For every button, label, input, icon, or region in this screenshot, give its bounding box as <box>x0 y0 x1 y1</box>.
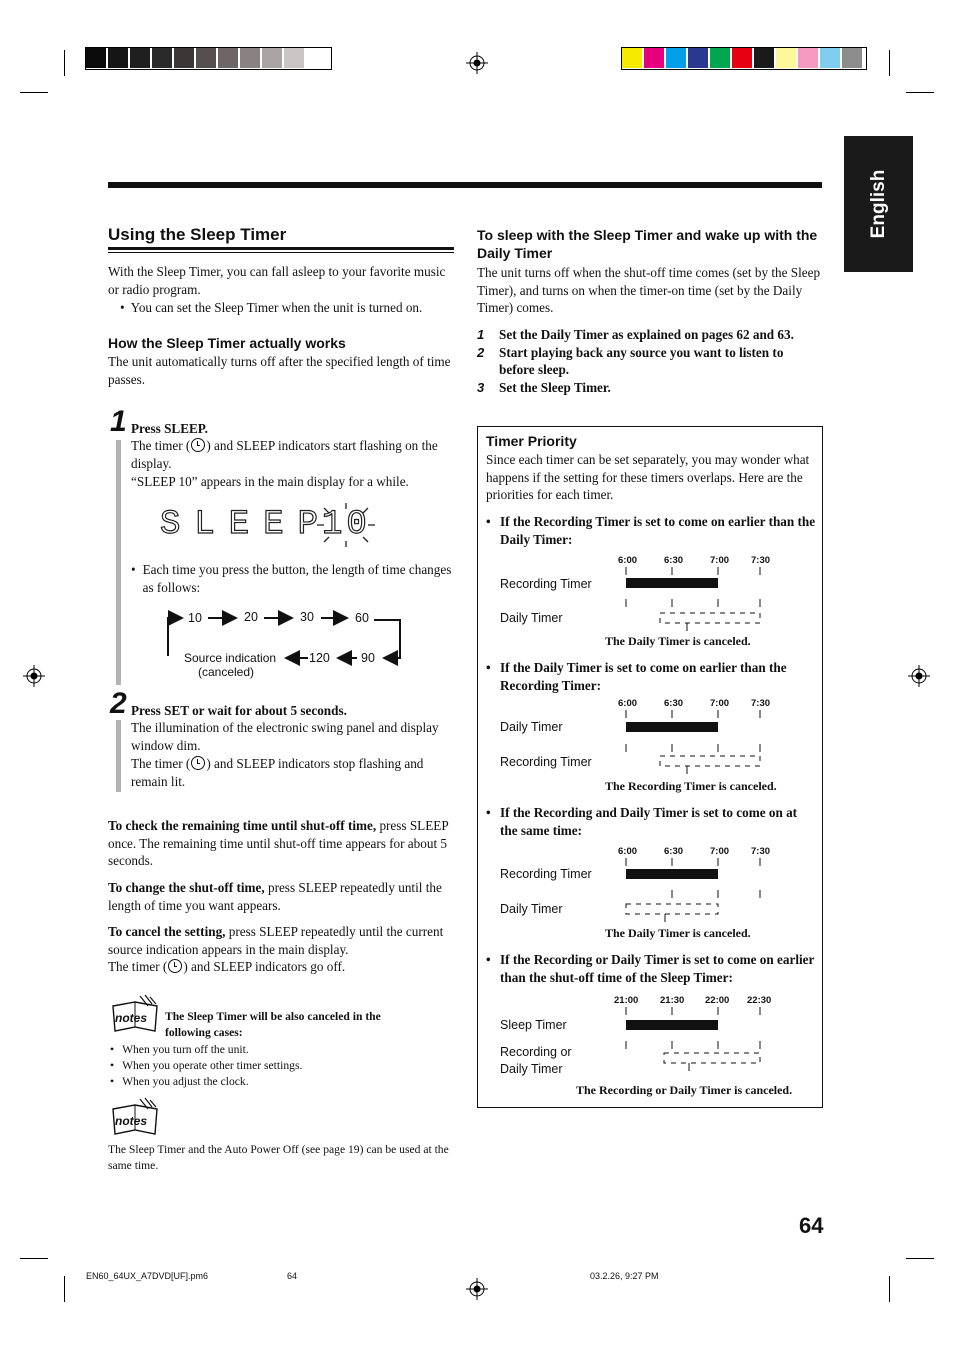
step1-text <box>131 437 454 472</box>
tick-label: 21:00 <box>614 995 639 1006</box>
list-item-text: When you adjust the clock. <box>122 1075 249 1088</box>
step1-text-b: ) and SLEEP indicators start flashing on the display. <box>131 438 438 471</box>
crop-mark <box>64 50 65 76</box>
step-number: 1 <box>110 405 127 438</box>
language-tab-label: English <box>867 169 889 239</box>
tick-label: 7:30 <box>751 698 771 709</box>
check-rest: press SLEEP once. The remaining time until shut-off time appears for about 5 seconds. <box>108 818 449 869</box>
intro-bullet-text: You can set the Sleep Timer when the unit is turned on. <box>130 300 423 315</box>
step-sidebar <box>116 720 121 792</box>
list-item <box>477 344 822 379</box>
check-paragraph <box>108 817 454 870</box>
timer-timeline-diagram <box>620 567 770 632</box>
display-sleep-word: SLEEP <box>160 506 333 544</box>
tick-label: 22:30 <box>747 995 772 1006</box>
how-text: The unit automatically turns off after the specified length of time passes. <box>108 354 451 387</box>
case-caption: The Daily Timer is canceled. <box>605 634 751 648</box>
display-sleep-number: 10 <box>322 506 371 544</box>
seq-60: 60 <box>355 611 369 625</box>
step1-display-note: “SLEEP 10” appears in the main display for a while. <box>131 474 409 489</box>
list-item: • When you adjust the clock. <box>110 1075 249 1088</box>
right-title: To sleep with the Sleep Timer and wake up with the Daily Timer <box>477 227 818 261</box>
cancel-paragraph <box>108 923 454 958</box>
footer-file: EN60_64UX_A7DVD[UF].pm6 <box>86 1271 209 1281</box>
right-text: The unit turns off when the shut-off time comes (set by the Sleep Timer), and turns on when the timer-on time (set by the Daily Timer) comes. <box>477 265 821 316</box>
subsection-title: How the Sleep Timer actually works <box>108 335 346 351</box>
crop-mark <box>906 92 934 93</box>
step-number: 1 <box>477 327 485 342</box>
tick-label: 6:00 <box>618 698 638 709</box>
notes2-text: The Sleep Timer and the Auto Power Off (see page 19) can be used at the same time. <box>108 1143 449 1172</box>
tick-label: 6:30 <box>664 846 684 857</box>
language-tab <box>844 136 913 272</box>
notes-label: notes <box>115 1011 148 1025</box>
footer-date: 03.2.26, 9:27 PM <box>590 1271 659 1281</box>
step-text: Set the Daily Timer as explained on pages 62 and 63. <box>499 327 794 342</box>
step2-text2 <box>131 755 456 790</box>
registration-mark-icon <box>908 665 930 687</box>
timer-timeline-diagram <box>620 1007 770 1079</box>
tick-label: 6:00 <box>618 555 638 566</box>
tick-label: 21:30 <box>660 995 685 1006</box>
step-sidebar <box>116 440 121 685</box>
timer-timeline-diagram <box>620 710 770 775</box>
step-text: Start playing back any source you want to listen to before sleep. <box>499 344 784 378</box>
crop-mark <box>64 1276 65 1302</box>
seq-source-indication: Source indication <box>184 651 277 665</box>
title-rule <box>108 247 454 250</box>
step-text: Set the Sleep Timer. <box>499 379 611 395</box>
tick-label: 7:30 <box>751 846 771 857</box>
crop-mark <box>20 1258 48 1259</box>
row-label: Recording Timer <box>500 867 592 881</box>
case-heading: • If the Recording or Daily Timer is set to come on earlier than the shut-off time of the Sleep Timer: <box>486 952 815 985</box>
step-number: 2 <box>110 687 127 720</box>
seq-30: 30 <box>300 610 314 624</box>
step1-title: Press SLEEP. <box>131 421 208 436</box>
color-bar-frame <box>621 47 867 70</box>
step2-title: Press SET or wait for about 5 seconds. <box>131 703 347 718</box>
notes-icon <box>110 994 160 1034</box>
case-heading: • If the Recording and Daily Timer is set to come on at the same time: <box>486 804 816 839</box>
row-label: Sleep Timer <box>500 1018 567 1032</box>
timer-clock-icon <box>191 438 205 452</box>
list-item-text: When you operate other timer settings. <box>122 1059 303 1072</box>
tick-label: 6:30 <box>664 555 684 566</box>
registration-mark-icon <box>466 1278 488 1300</box>
crop-mark <box>889 1276 890 1302</box>
page-number: 64 <box>799 1213 824 1238</box>
row-label: Daily Timer <box>500 902 563 916</box>
row-label: Daily Timer <box>500 611 563 625</box>
check-bold: To check the remaining time until shut-off time, <box>108 818 377 833</box>
step2-text2-a: The timer ( <box>131 756 191 771</box>
cancel-line2-a: The timer ( <box>108 959 168 974</box>
timer-clock-icon <box>191 756 205 770</box>
tick-label: 7:00 <box>710 846 730 857</box>
notes-icon <box>110 1097 160 1137</box>
list-item: • When you turn off the unit. <box>110 1043 249 1056</box>
priority-intro: Since each timer can be set separately, you may wonder what happens if the setting for these timers overlaps. Here are the priorities for each timer. <box>486 452 810 503</box>
timer-timeline-diagram <box>620 858 770 924</box>
tick-label: 7:30 <box>751 555 771 566</box>
crop-mark <box>20 92 48 93</box>
seq-10: 10 <box>188 611 202 625</box>
step1-bullet: • Each time you press the button, the length of time changes as follows: <box>131 561 454 596</box>
step-number: 3 <box>477 379 485 395</box>
tick-label: 7:00 <box>710 555 730 566</box>
case-heading: • If the Recording Timer is set to come on earlier than the Daily Timer: <box>486 514 816 547</box>
step-number: 2 <box>477 344 485 360</box>
right-steps <box>477 326 822 396</box>
seq-120: 120 <box>309 651 330 665</box>
crop-mark <box>889 50 890 76</box>
timer-clock-icon <box>168 959 182 973</box>
grayscale-bar-frame <box>85 47 332 70</box>
row-label: Recording Timer <box>500 577 592 591</box>
change-bold: To change the shut-off time, <box>108 880 265 895</box>
cancel-line2 <box>108 958 454 976</box>
seq-90: 90 <box>361 651 375 665</box>
tick-label: 6:30 <box>664 698 684 709</box>
change-paragraph <box>108 879 456 914</box>
notes1-title: The Sleep Timer will be also canceled in the following cases: <box>165 1010 381 1039</box>
tick-label: 7:00 <box>710 698 730 709</box>
step1-text-a: The timer ( <box>131 438 191 453</box>
case-heading: • If the Daily Timer is set to come on earlier than the Recording Timer: <box>486 659 816 694</box>
list-item <box>477 326 822 344</box>
registration-mark-icon <box>23 665 45 687</box>
cancel-bold: To cancel the setting, <box>108 924 226 939</box>
seq-20: 20 <box>244 610 258 624</box>
case-caption: The Recording Timer is canceled. <box>605 779 777 793</box>
priority-title: Timer Priority <box>486 433 577 449</box>
footer-page: 64 <box>287 1271 298 1281</box>
cancel-rest: press SLEEP repeatedly until the current source indication appears in the main display. <box>108 924 444 957</box>
row-label: Recording Timer <box>500 755 592 769</box>
case-caption: The Daily Timer is canceled. <box>605 926 751 940</box>
case-heading-text: If the Recording Timer is set to come on earlier than the Daily Timer: <box>500 514 816 547</box>
notes-label: notes <box>115 1114 148 1128</box>
case-heading-text: If the Recording or Daily Timer is set to come on earlier than the shut-off time of the Sleep Timer: <box>500 952 815 985</box>
intro-bullet: • You can set the Sleep Timer when the unit is turned on. <box>120 300 423 315</box>
tick-label: 6:00 <box>618 846 638 857</box>
list-item <box>477 379 822 397</box>
change-rest: press SLEEP repeatedly until the length of time you want appears. <box>108 880 442 913</box>
case-caption: The Recording or Daily Timer is canceled. <box>576 1083 793 1097</box>
step2-text2-b: ) and SLEEP indicators stop flashing and remain lit. <box>131 756 424 789</box>
section-title: Using the Sleep Timer <box>108 225 287 244</box>
registration-mark-icon <box>466 52 488 74</box>
row-label: Daily Timer <box>500 720 563 734</box>
seq-canceled: (canceled) <box>198 665 255 679</box>
list-item-text: When you turn off the unit. <box>122 1043 249 1056</box>
case-heading-text: If the Daily Timer is set to come on earlier than the Recording Timer: <box>500 660 787 693</box>
title-rule-thin <box>108 252 454 253</box>
top-rule <box>108 182 822 188</box>
step1-bullet-text: Each time you press the button, the length of time changes as follows: <box>142 562 452 595</box>
row-label: Recording or <box>500 1045 572 1059</box>
row-label: Daily Timer <box>500 1062 563 1076</box>
list-item: • When you operate other timer settings. <box>110 1059 303 1072</box>
step2-text1: The illumination of the electronic swing panel and display window dim. <box>131 720 439 753</box>
intro-text: With the Sleep Timer, you can fall asleep to your favorite music or radio program. <box>108 264 446 297</box>
tick-label: 22:00 <box>705 995 730 1006</box>
case-heading-text: If the Recording and Daily Timer is set to come on at the same time: <box>500 805 798 838</box>
crop-mark <box>906 1258 934 1259</box>
cancel-line2-b: ) and SLEEP indicators go off. <box>183 959 346 974</box>
notes1-list <box>108 1042 454 1090</box>
